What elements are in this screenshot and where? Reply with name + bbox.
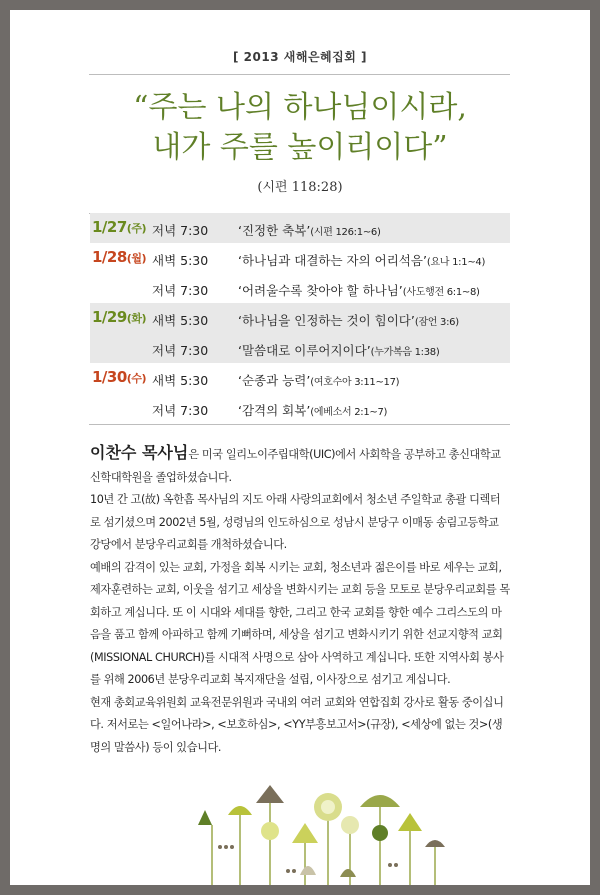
sermon-title [238,221,381,239]
schedule-day-2 [90,303,510,363]
schedule-table [90,213,510,423]
event-tag: [ 2013 새해은혜집회 ] [233,50,367,64]
sermon-verse: (잠언 3:6) [414,317,459,328]
service-time: 새벽 5:30 [152,253,209,268]
sermon-verse: (사도행전 6:1~8) [402,287,480,298]
pastor-bio [90,442,510,759]
sermon-verse: (요나 1:1~4) [426,257,486,268]
sermon-title-text: ‘감격의 회복’ [238,403,311,418]
bio-paragraph-4: 현재 총회교육위원회 교육전문위원과 국내외 여러 교회와 연합집회 강사로 활동 중이십니다. 저서로는 <일어나라>, <보호하심>, <YY부흥보고서>(규장), <세상에 없는 것>(생명의 말씀사) 등이 있습니다. [90,695,504,754]
sermon-title [238,251,485,269]
top-rule [89,74,510,75]
schedule-bottom-rule [89,424,510,425]
sermon-title-text: ‘말씀대로 이루어지이다’ [238,343,371,358]
schedule-date [92,218,146,236]
service-time: 저녁 7:30 [152,343,209,358]
sermon-title [238,371,399,389]
bio-paragraph-3: 예배의 감격이 있는 교회, 가정을 회복 시키는 교회, 청소년과 젊은이를 바로 세우는 교회, 제자훈련하는 교회, 이웃을 섬기고 세상을 변화시키는 교회 등을 모토로 분당우리교회를 목회하고 계십니다. 또 이 시대와 세대를 향한, 그리고 한국 교회를 향한 예수 그리스도의 마음을 품고 함께 아파하고 함께 기뻐하며, 세상을 섬기고 변화시키기 위한 선교지향적 교회(MISSIONAL CHURCH)를 시대적 사명으로 삼아 사역하고 계십니다. 또한 지역사회 봉사를 위해 2006년 분당우리교회 복지재단을 설립, 이사장으로 섬기고 계십니다. [90,560,510,686]
service-time: 저녁 7:30 [152,283,209,298]
schedule-day-0 [90,213,510,243]
sermon-title-text: ‘순종과 능력’ [238,373,311,388]
bio-p1-text: 은 미국 일리노이주립대학(UIC)에서 사회학을 공부하고 총신대학교 신학대학원을 졸업하셨습니다. [90,448,501,484]
schedule-row [90,213,510,243]
schedule-row [90,303,510,333]
schedule-day-1 [90,243,510,303]
sermon-title-text: ‘하나님을 인정하는 것이 힘이다’ [238,313,415,328]
title-line-1: “주는 나의 하나님이시라, [133,90,467,125]
sermon-title-text: ‘진정한 축복’ [238,223,311,238]
date-weekday: (화) [126,312,146,325]
date-number: 1/28 [92,248,127,266]
date-weekday: (수) [126,372,146,385]
schedule-row [90,393,510,423]
main-title [10,88,590,168]
sermon-title [238,311,459,329]
schedule-row [90,333,510,363]
sermon-verse: (시편 126:1~6) [310,227,381,238]
schedule-row [90,273,510,303]
schedule-date [92,308,146,326]
sermon-title [238,281,480,299]
sermon-verse: (에베소서 2:1~7) [310,407,388,418]
sermon-verse: (여호수아 3:11~17) [310,377,400,388]
schedule-row [90,243,510,273]
date-number: 1/27 [92,218,127,236]
date-number: 1/29 [92,308,127,326]
schedule-date [92,368,146,386]
service-time: 새벽 5:30 [152,373,209,388]
sermon-title [238,341,439,359]
service-time: 저녁 7:30 [152,403,209,418]
schedule-day-3 [90,363,510,423]
title-line-2: 내가 주를 높이리이다” [152,130,448,165]
sermon-title-text: ‘하나님과 대결하는 자의 어리석음’ [238,253,427,268]
schedule-date [92,248,146,266]
page [10,10,590,885]
bio-paragraph-1 [90,442,510,489]
date-weekday: (주) [126,222,146,235]
schedule-row [90,363,510,393]
sermon-title [238,401,387,419]
floral-decoration [190,785,460,885]
pastor-name: 이찬수 목사님 [90,443,189,462]
sermon-title-text: ‘어려울수록 찾아야 할 하나님’ [238,283,403,298]
date-weekday: (월) [126,252,146,265]
service-time: 저녁 7:30 [152,223,209,238]
service-time: 새벽 5:30 [152,313,209,328]
bio-paragraph-2: 10년 간 고(故) 옥한흠 목사님의 지도 아래 사랑의교회에서 청소년 주일학교 총괄 디렉터로 섬기셨으며 2002년 5월, 성령님의 인도하심으로 성남시 분당구 이매동 송림고등학교 강당에서 분당우리교회를 개척하셨습니다. [90,493,501,551]
sermon-verse: (누가복음 1:38) [370,347,440,358]
date-number: 1/30 [92,368,127,386]
scripture-reference: (시편 118:28) [257,180,343,195]
